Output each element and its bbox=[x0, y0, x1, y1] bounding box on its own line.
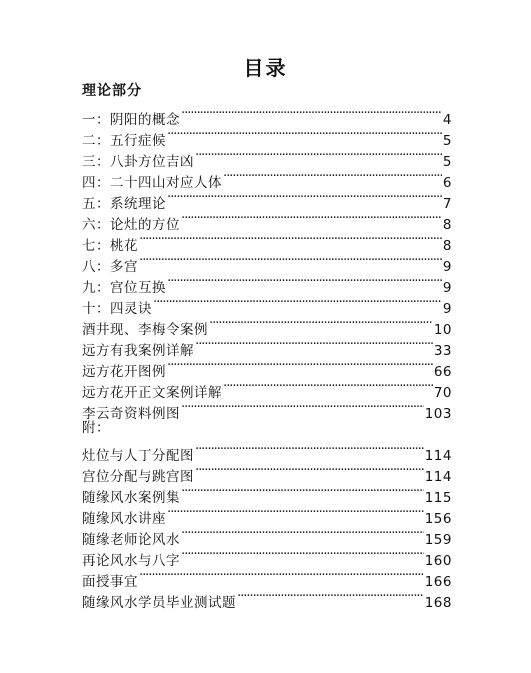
toc-entry-label: 随缘风水案例集 bbox=[82, 490, 180, 506]
toc-entry-page: 9 bbox=[442, 280, 452, 296]
toc-entry-page: 70 bbox=[433, 385, 452, 401]
toc-entry-page: 6 bbox=[442, 175, 452, 191]
toc-leader-dots bbox=[139, 565, 424, 586]
toc-leader-dots bbox=[139, 229, 442, 250]
appendix-label: 附： bbox=[82, 420, 110, 436]
toc-entry-label: 李云奇资料例图 bbox=[82, 406, 180, 422]
toc-entry-label: 九：宫位互换 bbox=[82, 280, 166, 296]
toc-entry-label: 远方花开图例 bbox=[82, 364, 166, 380]
toc-part-2 bbox=[82, 439, 452, 611]
toc-entry-page: 159 bbox=[424, 532, 452, 548]
toc-entry-page: 166 bbox=[424, 574, 452, 590]
toc-entry-label: 四：二十四山对应人体 bbox=[82, 175, 222, 191]
toc-entry-page: 8 bbox=[442, 217, 452, 233]
toc-entry-label: 远方有我案例详解 bbox=[82, 343, 194, 359]
toc-entry-label: 灶位与人丁分配图 bbox=[82, 448, 194, 464]
toc-leader-dots bbox=[195, 439, 424, 460]
toc-entry-page: 10 bbox=[433, 322, 452, 338]
toc-entry-label: 五：系统理论 bbox=[82, 196, 166, 212]
toc-entry-page: 103 bbox=[424, 406, 452, 422]
toc-leader-dots bbox=[181, 397, 424, 418]
toc-leader-dots bbox=[195, 145, 442, 166]
toc-leader-dots bbox=[181, 208, 442, 229]
toc-leader-dots bbox=[223, 376, 433, 397]
toc-entry-page: 114 bbox=[424, 448, 452, 464]
toc-entry-label: 宫位分配与跳宫图 bbox=[82, 469, 194, 485]
toc-entry-page: 114 bbox=[424, 469, 452, 485]
toc-entry-page: 115 bbox=[424, 490, 452, 506]
toc-leader-dots bbox=[153, 292, 442, 313]
toc-leader-dots bbox=[181, 103, 442, 124]
toc-entry-label: 面授事宜 bbox=[82, 574, 138, 590]
toc-entry-page: 160 bbox=[424, 553, 452, 569]
toc-entry-page: 7 bbox=[442, 196, 452, 212]
toc-leader-dots bbox=[167, 271, 442, 292]
toc-entry-label: 随缘风水讲座 bbox=[82, 511, 166, 527]
toc-entry-label: 远方花开正文案例详解 bbox=[82, 385, 222, 401]
toc-leader-dots bbox=[139, 250, 442, 271]
toc-entry-label: 二：五行症候 bbox=[82, 133, 166, 149]
toc-leader-dots bbox=[209, 313, 433, 334]
toc-leader-dots bbox=[181, 544, 424, 565]
toc-entry-label: 六：论灶的方位 bbox=[82, 217, 180, 233]
toc-leader-dots bbox=[167, 187, 442, 208]
table-of-contents bbox=[82, 103, 452, 611]
toc-entry-label: 随缘风水学员毕业测试题 bbox=[82, 595, 236, 611]
toc-entry bbox=[82, 103, 452, 128]
toc-entry-page: 66 bbox=[433, 364, 452, 380]
toc-entry-page: 4 bbox=[442, 112, 452, 128]
toc-entry-page: 5 bbox=[442, 133, 452, 149]
toc-leader-dots bbox=[237, 586, 424, 607]
toc-entry-page: 156 bbox=[424, 511, 452, 527]
toc-leader-dots bbox=[167, 502, 424, 523]
toc-entry-label: 十：四灵诀 bbox=[82, 301, 152, 317]
toc-entry-label: 八：多宫 bbox=[82, 259, 138, 275]
toc-entry-page: 33 bbox=[433, 343, 452, 359]
toc-leader-dots bbox=[181, 523, 424, 544]
toc-entry bbox=[82, 439, 452, 464]
toc-leader-dots bbox=[167, 124, 442, 145]
toc-entry-label: 随缘老师论风水 bbox=[82, 532, 180, 548]
toc-entry-page: 168 bbox=[424, 595, 452, 611]
page-title: 目录 bbox=[243, 56, 288, 80]
toc-leader-dots bbox=[195, 460, 424, 481]
toc-leader-dots bbox=[167, 355, 433, 376]
toc-entry-label: 三：八卦方位吉凶 bbox=[82, 154, 194, 170]
toc-entry-label: 酒井现、李梅令案例 bbox=[82, 322, 208, 338]
toc-entry-page: 9 bbox=[442, 259, 452, 275]
toc-entry-page: 9 bbox=[442, 301, 452, 317]
toc-entry-label: 一：阴阳的概念 bbox=[82, 112, 180, 128]
toc-part-1 bbox=[82, 103, 452, 422]
toc-leader-dots bbox=[181, 481, 424, 502]
toc-entry-page: 8 bbox=[442, 238, 452, 254]
toc-entry-label: 再论风水与八字 bbox=[82, 553, 180, 569]
toc-leader-dots bbox=[195, 334, 433, 355]
section-heading: 理论部分 bbox=[82, 83, 142, 99]
toc-leader-dots bbox=[223, 166, 442, 187]
toc-entry-page: 5 bbox=[442, 154, 452, 170]
toc-entry-label: 七：桃花 bbox=[82, 238, 138, 254]
